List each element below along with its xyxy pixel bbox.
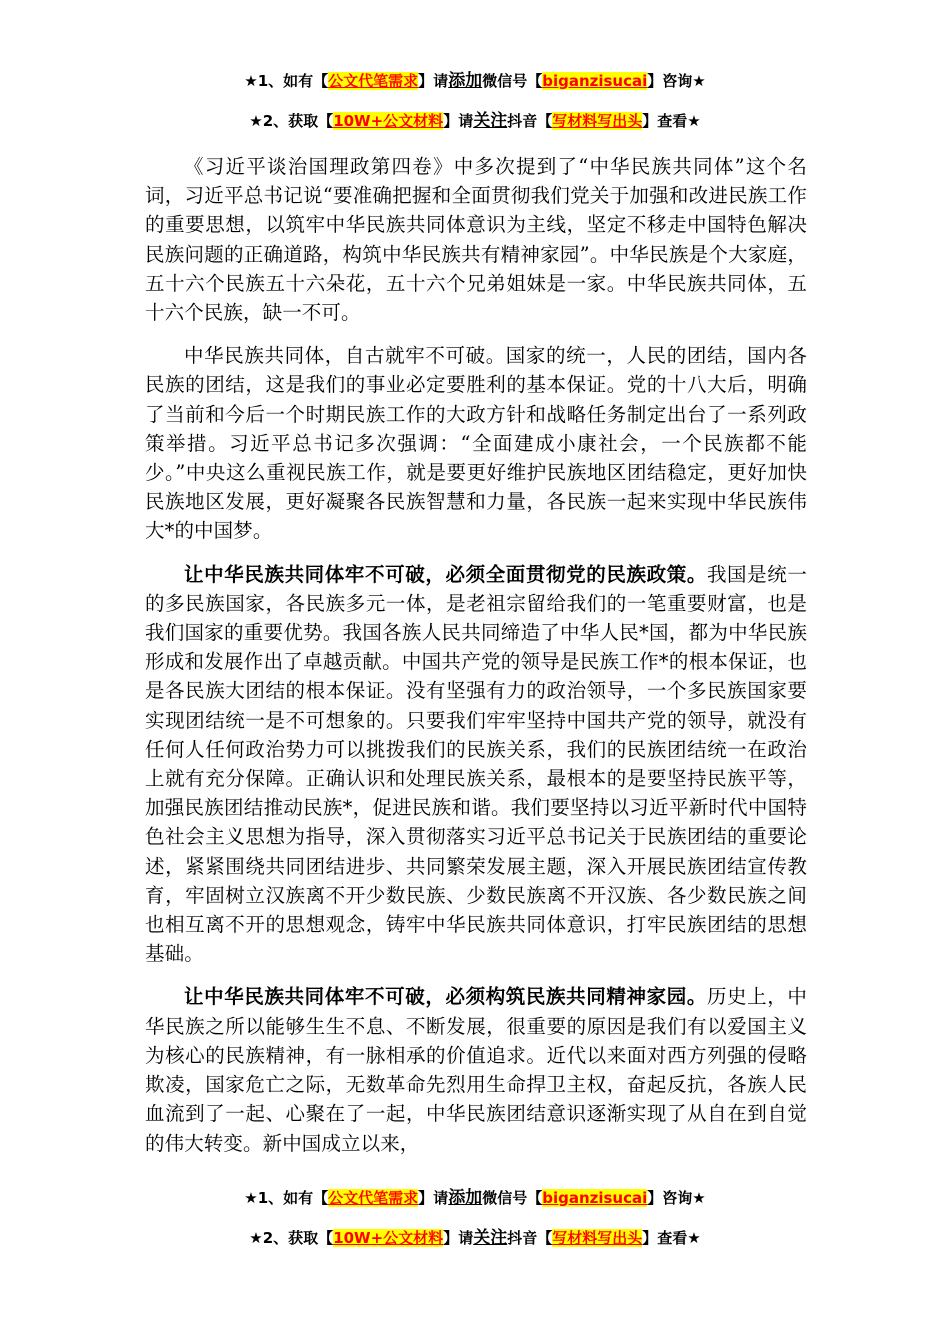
- paragraph-text: 历史上，中华民族之所以能够生生不息、不断发展，很重要的原因是我们有以爱国主义为核心的民族精神，有一脉相承的价值追求。近代以来面对西方列强的侵略欺凌，国家危亡之际，无数革命先烈用生命捍卫主权，奋起反抗，各族人民血流到了一起、心聚在了一起，中华民族团结意识逐渐实现了从自在到自觉的伟大转变。新中国成立以来，: [145, 985, 807, 1155]
- ad-text: 】请: [418, 72, 449, 90]
- paragraph-text: 我国是统一的多民族国家，各民族多元一体，是老祖宗留给我们的一笔重要财富，也是我们国家的重要优势。我国各族人民共同缔造了中华人民*国，都为中华民族形成和发展作出了卓越贡献。中国共产党的领导是民族工作*的根本保证，也是各民族大团结的根本保证。没有坚强有力的政治领导，一个多民族国家要实现团结统一是不可想象的。只要我们牢牢坚持中国共产党的领导，就没有任何人任何政治势力可以挑拨我们的民族关系，我们的民族团结统一在政治上就有充分保障。正确认识和处理民族关系，最根本的是要坚持民族平等，加强民族团结推动民族*，促进民族和谐。我们要坚持以习近平新时代中国特色社会主义思想为指导，深入贯彻落实习近平总书记关于民族团结的重要论述，紧紧围绕共同团结进步、共同繁荣发展主题，深入开展民族团结宣传教育，牢固树立汉族离不开少数民族、少数民族离不开汉族、各少数民族之间也相互离不开的思想观念，铸牢中华民族共同体意识，打牢民族团结的思想基础。: [145, 562, 807, 966]
- ad-highlight: 10W+公文材料: [333, 112, 444, 130]
- ad-text: 微信号【: [482, 1189, 543, 1207]
- ad-emphasis: 关注: [473, 111, 508, 131]
- paragraph-lead-heading: 让中华民族共同体牢不可破，必须全面贯彻党的民族政策。: [184, 562, 707, 586]
- ad-text: ★2、获取【: [249, 112, 334, 130]
- ad-text: 微信号【: [482, 72, 543, 90]
- ad-text: 】查看★: [642, 1229, 701, 1247]
- ad-text: ★1、如有【: [244, 1189, 329, 1207]
- ad-emphasis: 添加: [448, 71, 483, 91]
- ad-highlight: 公文代笔需求: [328, 72, 419, 90]
- ad-emphasis: 添加: [448, 1188, 483, 1208]
- ad-text: 】请: [418, 1189, 449, 1207]
- ad-highlight-douyin-id: 写材料写出头: [552, 1229, 643, 1247]
- ad-text: 抖音【: [507, 1229, 553, 1247]
- ad-highlight-douyin-id: 写材料写出头: [552, 112, 643, 130]
- paragraph-4: [145, 982, 807, 1157]
- document-body: [145, 152, 807, 1172]
- paragraph-lead-heading: 让中华民族共同体牢不可破，必须构筑民族共同精神家园。: [184, 985, 707, 1009]
- paragraph-2: [145, 341, 807, 545]
- ad-highlight-wechat-id: biganzisucai: [542, 72, 648, 90]
- ad-text: 】查看★: [642, 112, 701, 130]
- ad-text: 抖音【: [507, 112, 553, 130]
- ad-highlight-wechat-id: biganzisucai: [542, 1189, 648, 1207]
- paragraph-3: [145, 560, 807, 969]
- ad-text: 】咨询★: [647, 72, 706, 90]
- paragraph-1: [145, 152, 807, 327]
- ad-text: 】请: [443, 112, 474, 130]
- header-ad-line-1: [0, 70, 950, 92]
- footer-ad-line-2: [0, 1227, 950, 1249]
- paragraph-text: 《习近平谈治国理政第四卷》中多次提到了“中华民族共同体”这个名词，习近平总书记说“要准确把握和全面贯彻我们党关于加强和改进民族工作的重要思想，以筑牢中华民族共同体意识为主线，坚定不移走中国特色解决民族问题的正确道路，构筑中华民族共有精神家园”。中华民族是个大家庭，五十六个民族五十六朵花，五十六个兄弟姐妹是一家。中华民族共同体，五十六个民族，缺一不可。: [145, 155, 807, 325]
- ad-text: ★2、获取【: [249, 1229, 334, 1247]
- ad-text: 】咨询★: [647, 1189, 706, 1207]
- ad-emphasis: 关注: [473, 1228, 508, 1248]
- paragraph-text: 中华民族共同体，自古就牢不可破。国家的统一，人民的团结，国内各民族的团结，这是我们的事业必定要胜利的基本保证。党的十八大后，明确了当前和今后一个时期民族工作的大政方针和战略任务制定出台了一系列政策举措。习近平总书记多次强调：“全面建成小康社会，一个民族都不能少。”中央这么重视民族工作，就是要更好维护民族地区团结稳定，更好加快民族地区发展，更好凝聚各民族智慧和力量，各民族一起来实现中华民族伟大*的中国梦。: [145, 344, 807, 543]
- header-ad-line-2: [0, 110, 950, 132]
- ad-highlight: 公文代笔需求: [328, 1189, 419, 1207]
- ad-text: 】请: [443, 1229, 474, 1247]
- ad-highlight: 10W+公文材料: [333, 1229, 444, 1247]
- footer-ad-line-1: [0, 1187, 950, 1209]
- ad-text: ★1、如有【: [244, 72, 329, 90]
